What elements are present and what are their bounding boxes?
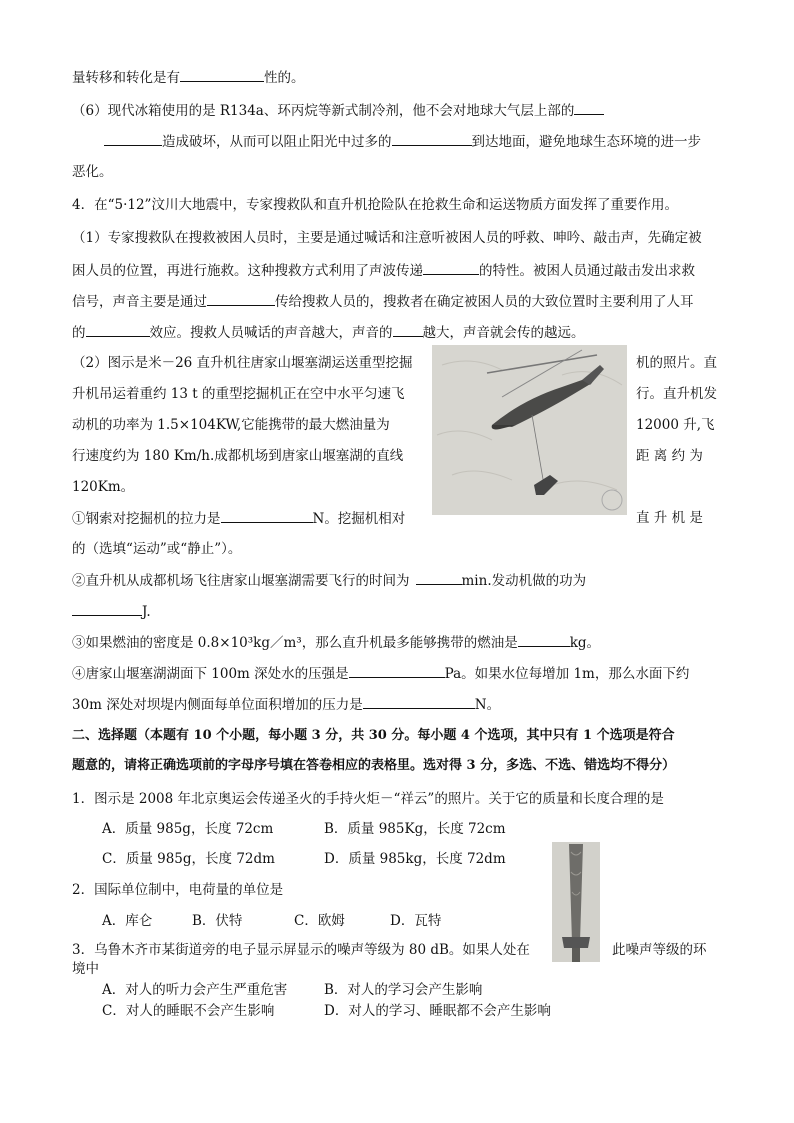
text: 困人员的位置，再进行施救。这种搜救方式利用了声波传递 xyxy=(72,263,423,279)
answer-blank[interactable] xyxy=(86,322,150,337)
question-1: 1．图示是 2008 年北京奥运会传递圣火的手持火炬－“祥云”的照片。关于它的质量和长度合理的是 xyxy=(72,791,664,807)
text: ④唐家山堰塞湖湖面下 100m 深处水的压强是 xyxy=(72,666,349,682)
text: 到达地面，避免地球生态环境的进一步 xyxy=(471,134,701,150)
text: （6）现代冰箱使用的是 R134a、环丙烷等新式制冷剂，他不会对地球大气层上部的 xyxy=(72,103,575,119)
text-line xyxy=(72,663,689,684)
answer-blank[interactable] xyxy=(349,663,445,678)
text: 30m 深处对坝堤内侧面每单位面积增加的压力是 xyxy=(72,697,363,713)
text: 量转移和转化是有 xyxy=(72,70,180,86)
answer-blank[interactable] xyxy=(180,67,264,82)
text: N。挖掘机相对 xyxy=(312,511,406,527)
text-line xyxy=(72,570,586,591)
torch-illustration xyxy=(552,842,600,962)
option-d[interactable]: D．对人的学习、睡眠都不会产生影响 xyxy=(324,1003,551,1019)
option-a[interactable]: A．对人的听力会产生严重危害 xyxy=(102,982,288,998)
text: Pa。如果水位每增加 1m，那么水面下约 xyxy=(444,666,690,682)
text: 效应。搜救人员喊话的声音越大，声音的 xyxy=(149,325,393,341)
text: 造成破坏，从而可以阻止阳光中过多的 xyxy=(162,134,392,150)
text-line: 的（选填“运动”或“静止”）。 xyxy=(72,541,242,557)
question-3-cont: 境中 xyxy=(72,961,99,977)
option-d[interactable]: D．质量 985kg，长度 72dm xyxy=(324,851,506,867)
text: kg。 xyxy=(569,635,601,651)
text: 的 xyxy=(72,325,86,341)
helicopter-photo xyxy=(432,345,627,515)
text: min.发动机做的功为 xyxy=(461,573,587,589)
text-line xyxy=(72,508,405,529)
option-d[interactable]: D．瓦特 xyxy=(390,913,442,929)
question-4-intro: 4．在“5·12”汶川大地震中，专家搜救队和直升机抢险队在抢救生命和运送物质方面发挥了重要作用。 xyxy=(72,197,678,213)
answer-blank[interactable] xyxy=(363,694,475,709)
text: J. xyxy=(142,604,151,620)
text: ①钢索对挖掘机的拉力是 xyxy=(72,511,221,527)
text-line: 行。直升机发 xyxy=(636,386,717,402)
text-line: 直 升 机 是 xyxy=(636,510,703,526)
text-line xyxy=(72,601,151,622)
question-3-cont: 此噪声等级的环 xyxy=(612,942,707,958)
question-2: 2．国际单位制中，电荷量的单位是 xyxy=(72,882,284,898)
text-line xyxy=(72,260,695,281)
answer-blank[interactable] xyxy=(416,570,462,585)
text-line: （2）图示是米－26 直升机往唐家山堰塞湖运送重型挖掘 xyxy=(72,355,413,371)
option-b[interactable]: B．伏特 xyxy=(192,913,243,929)
answer-blank[interactable] xyxy=(221,508,313,523)
text-line: 120Km。 xyxy=(72,479,135,495)
text-line: 行速度约为 180 Km/h.成都机场到唐家山堰塞湖的直线 xyxy=(72,448,404,464)
text-line xyxy=(104,131,701,152)
option-a[interactable]: A．库仑 xyxy=(102,913,153,929)
text: N。 xyxy=(474,697,501,713)
text: 性的。 xyxy=(264,70,305,86)
text-line: 升机吊运着重约 13 t 的重型挖掘机正在空中水平匀速飞 xyxy=(72,386,405,402)
option-c[interactable]: C．对人的睡眠不会产生影响 xyxy=(102,1003,275,1019)
text-line xyxy=(72,322,585,343)
section-heading: 二、选择题（本题有 10 个小题，每小题 3 分，共 30 分。每小题 4 个选项，其中只有 1 个选项是符合 xyxy=(72,728,675,743)
answer-blank[interactable] xyxy=(207,291,275,306)
text-line: 距 离 约 为 xyxy=(636,448,703,464)
text: 的特性。被困人员通过敲击发出求救 xyxy=(479,263,695,279)
text-line: （1）专家搜救队在搜救被困人员时，主要是通过喊话和注意听被困人员的呼救、呻吟、敲击声，先确定被 xyxy=(72,230,702,246)
answer-blank[interactable] xyxy=(518,632,570,647)
text-line xyxy=(72,67,305,88)
text-line: 动机的功率为 1.5×104KW,它能携带的最大燃油量为 xyxy=(72,417,390,433)
text-line: 机的照片。直 xyxy=(636,355,717,371)
option-a[interactable]: A．质量 985g，长度 72cm xyxy=(102,821,274,837)
helicopter-illustration xyxy=(432,345,627,515)
answer-blank[interactable] xyxy=(393,322,423,337)
text-line: 12000 升,飞 xyxy=(636,417,715,433)
text-line: 恶化。 xyxy=(72,164,113,180)
answer-blank[interactable] xyxy=(72,601,142,616)
text: 传给搜救人员的，搜救者在确定被困人员的大致位置时主要利用了人耳 xyxy=(275,294,694,310)
text: ③如果燃油的密度是 0.8×10³kg／m³，那么直升机最多能够携带的燃油是 xyxy=(72,635,518,651)
answer-blank[interactable] xyxy=(574,100,604,115)
torch-photo xyxy=(552,842,600,962)
option-c[interactable]: C．欧姆 xyxy=(294,913,345,929)
option-b[interactable]: B．质量 985Kg，长度 72cm xyxy=(324,821,506,837)
text-line xyxy=(72,100,604,121)
option-b[interactable]: B．对人的学习会产生影响 xyxy=(324,982,483,998)
text: ②直升机从成都机场飞往唐家山堰塞湖需要飞行的时间为 xyxy=(72,573,410,589)
answer-blank[interactable] xyxy=(104,131,162,146)
option-c[interactable]: C．质量 985g，长度 72dm xyxy=(102,851,275,867)
question-3: 3．乌鲁木齐市某街道旁的电子显示屏显示的噪声等级为 80 dB。如果人处在 xyxy=(72,942,530,958)
text-line xyxy=(72,291,694,312)
text-line xyxy=(72,694,500,715)
answer-blank[interactable] xyxy=(423,260,479,275)
text-line xyxy=(72,632,600,653)
section-heading: 题意的，请将正确选项前的字母序号填在答卷相应的表格里。选对得 3 分，多选、不选、错选均不得分） xyxy=(72,758,676,773)
text: 越大，声音就会传的越远。 xyxy=(422,325,585,341)
answer-blank[interactable] xyxy=(392,131,472,146)
text: 信号，声音主要是通过 xyxy=(72,294,207,310)
